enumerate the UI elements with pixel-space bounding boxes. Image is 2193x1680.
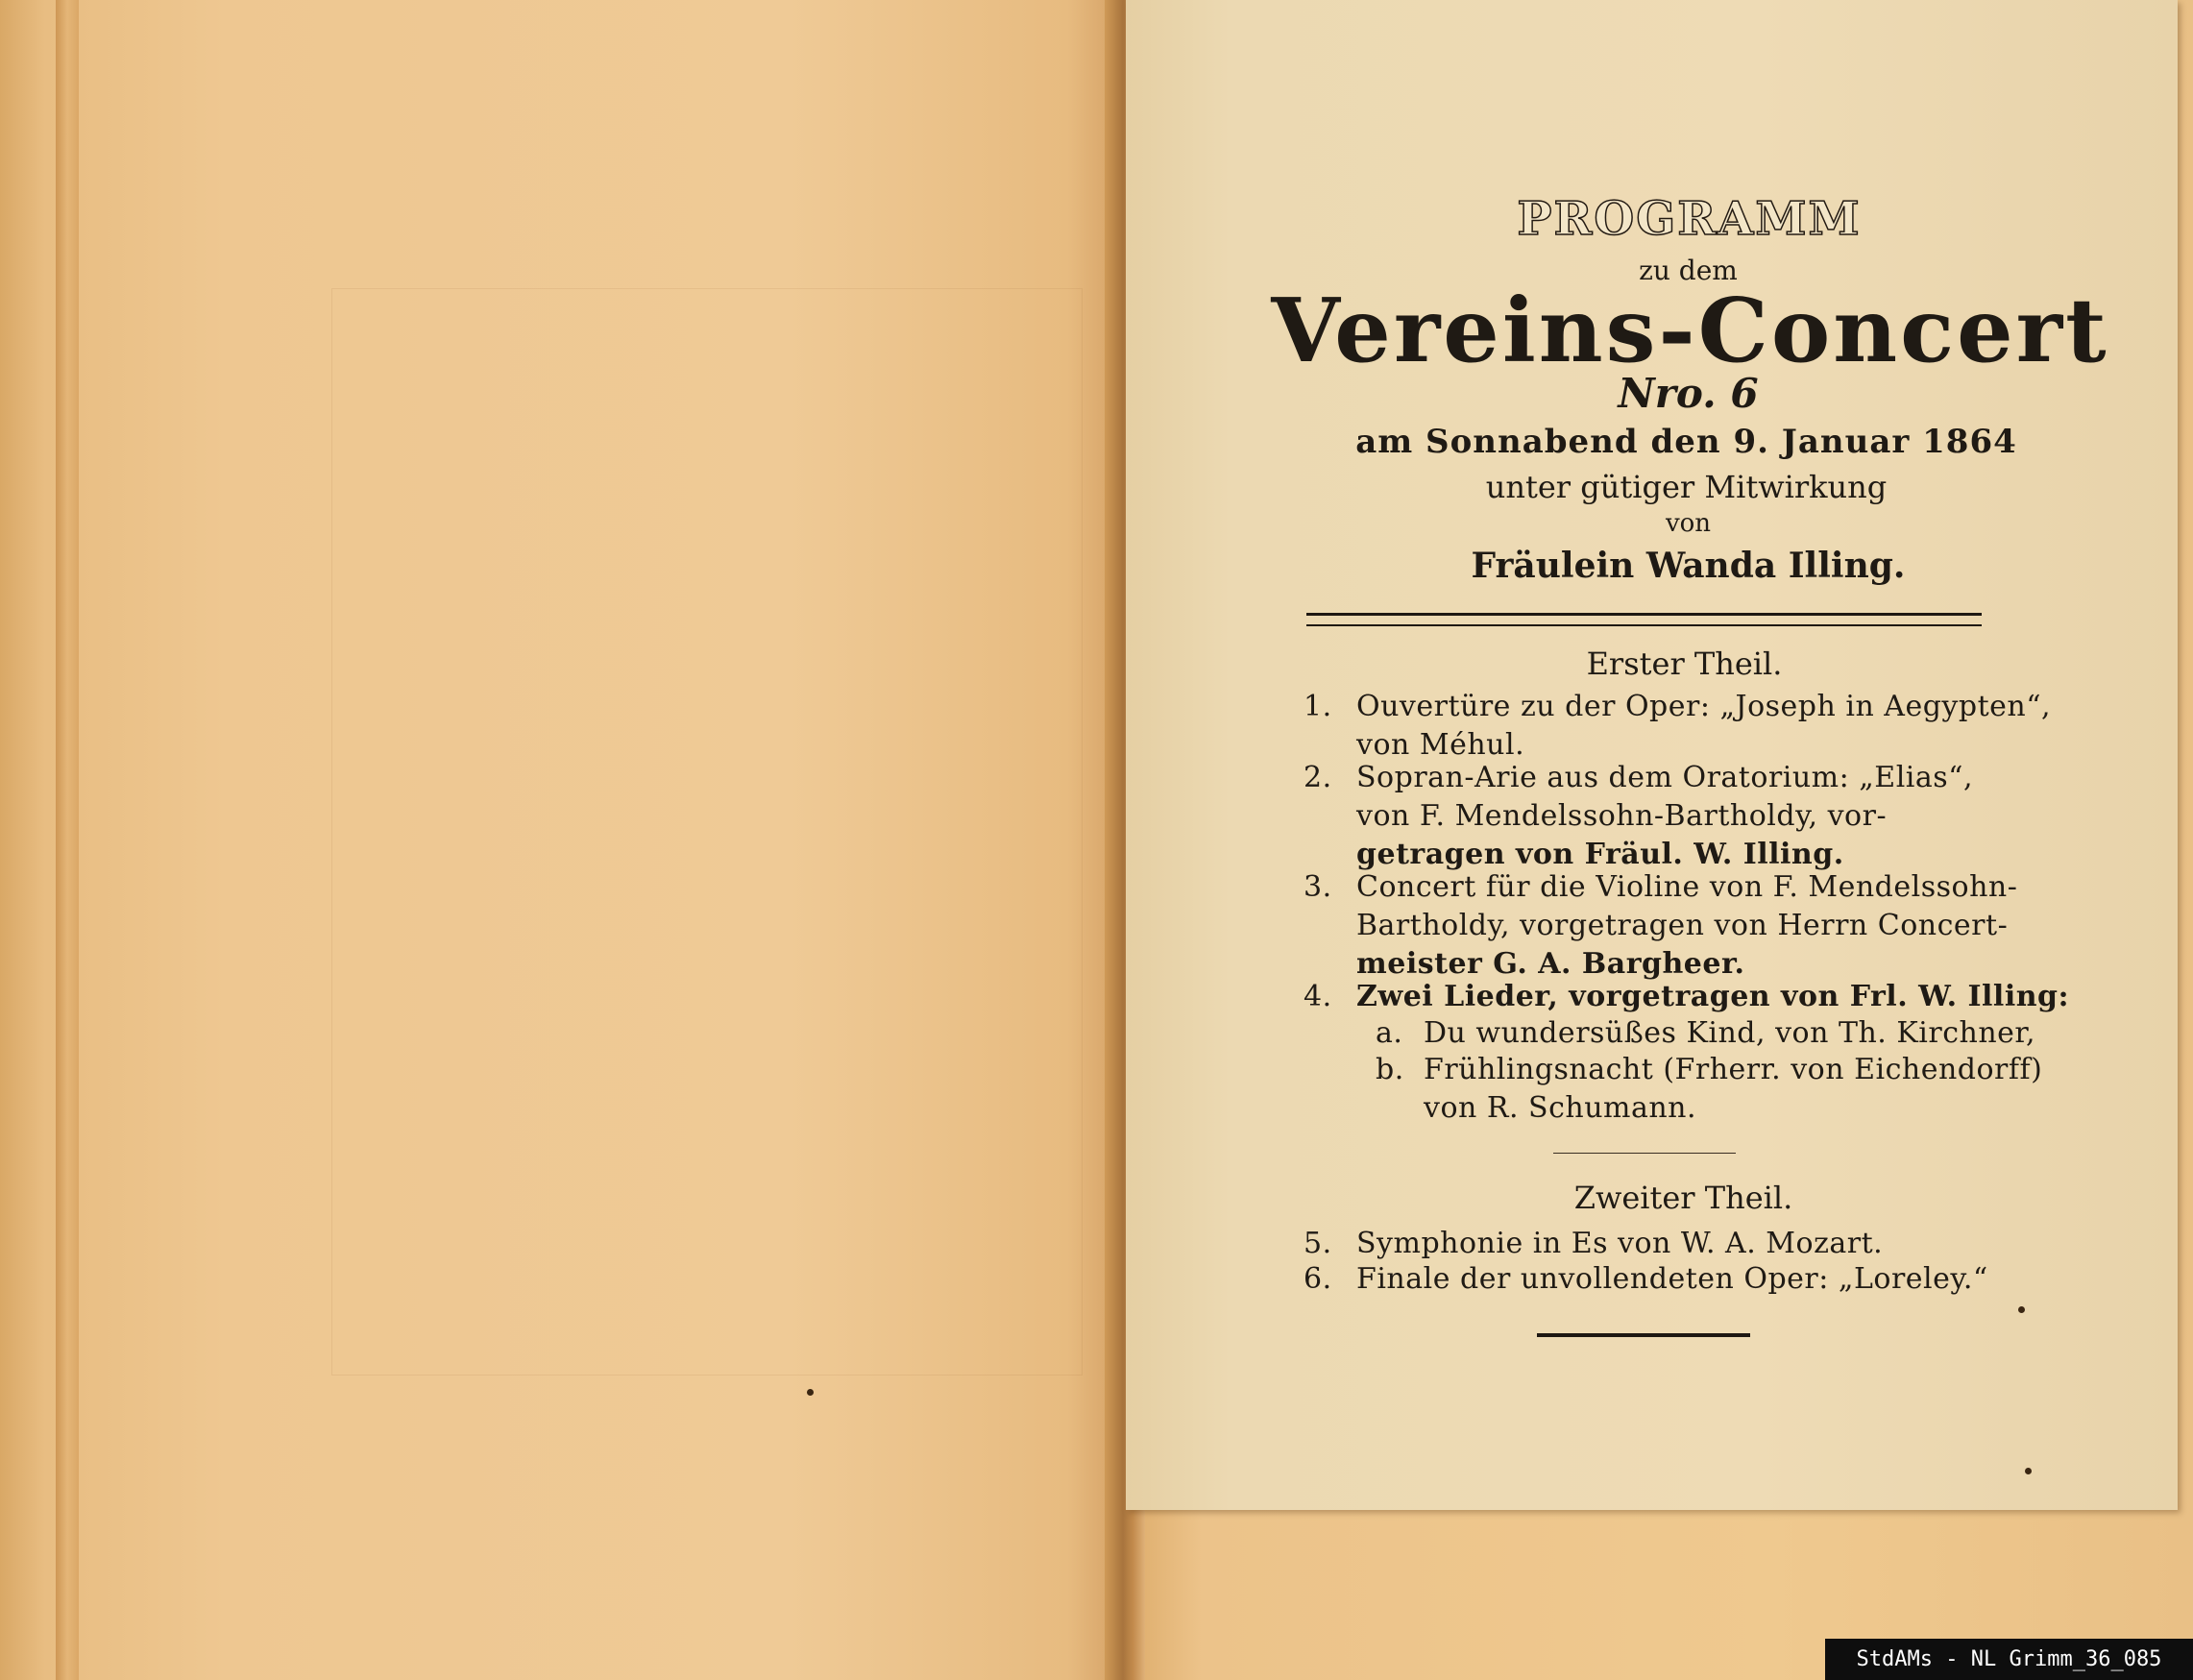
bleed-through-area [331,288,1083,1376]
ink-speck [807,1389,814,1396]
item-line: Concert für die Violine von F. Mendelssohn- [1356,870,2018,904]
item-number: 1. [1304,690,1332,723]
concert-program-slip [1126,0,2178,1510]
item-line: von Méhul. [1356,728,1525,762]
item-number: 3. [1304,870,1332,904]
page-edge-stack [56,0,79,1680]
sub-letter: b. [1376,1053,1404,1086]
item-line: von F. Mendelssohn-Bartholdy, vor- [1356,799,1888,833]
item-line: Bartholdy, vorgetragen von Herrn Concert- [1356,909,2009,942]
item-line: Finale der unvollendeten Oper: „Loreley.“ [1356,1262,1988,1296]
program-title: PROGRAMM [1517,192,1862,246]
item-line: Zwei Lieder, vorgetragen von Frl. W. Illing: [1356,980,2070,1013]
part-two-heading: Zweiter Theil. [1573,1180,1793,1216]
von-line: von [1665,509,1712,538]
part-one-heading: Erster Theil. [1586,645,1783,682]
program-subtitle: zu dem [1639,255,1738,286]
closing-rule [1537,1333,1750,1337]
item-number: 4. [1304,980,1332,1013]
event-title: Vereins-Concert [1271,279,2109,382]
ink-speck [2025,1468,2032,1474]
sub-line: von R. Schumann. [1424,1091,1697,1125]
sub-line: Frühlingsnacht (Frherr. von Eichendorff) [1424,1053,2043,1086]
cooperation-line: unter gütiger Mitwirkung [1485,469,1888,505]
item-line: getragen von Fräul. W. Illing. [1356,838,1844,871]
item-number: 2. [1304,761,1332,794]
item-number: 6. [1304,1262,1332,1296]
archive-label: StdAMs - NL Grimm_36_085 [1825,1639,2193,1680]
sub-line: Du wundersüßes Kind, von Th. Kirchner, [1424,1016,2035,1050]
concert-date: am Sonnabend den 9. Januar 1864 [1355,423,2017,461]
section-divider [1553,1153,1736,1154]
item-line: Symphonie in Es von W. A. Mozart. [1356,1227,1884,1260]
ink-speck [2018,1306,2025,1313]
sub-letter: a. [1376,1016,1403,1050]
item-number: 5. [1304,1227,1332,1260]
item-line: Sopran-Arie aus dem Oratorium: „Elias“, [1356,761,1974,794]
concert-number: Nro. 6 [1618,370,1759,417]
performer-name: Fräulein Wanda Illing. [1471,546,1906,586]
item-line: meister G. A. Bargheer. [1356,947,1745,981]
item-line: Ouvertüre zu der Oper: „Joseph in Aegypten“, [1356,690,2052,723]
double-rule [1306,613,1982,626]
